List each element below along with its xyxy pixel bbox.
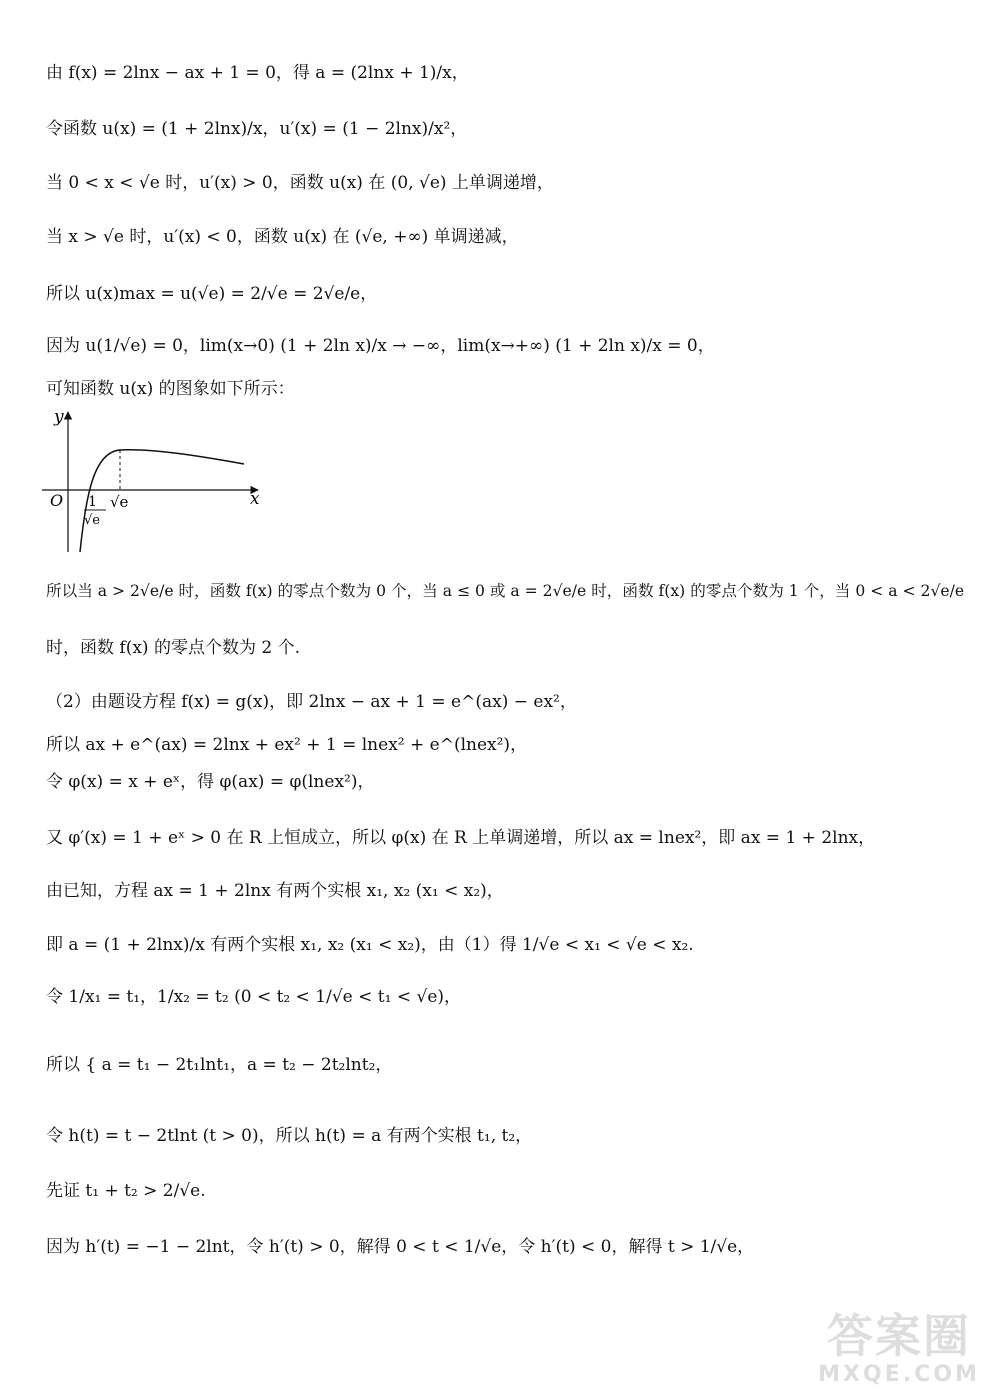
text-line-14: 由已知，方程 ax = 1 + 2lnx 有两个实根 x₁, x₂ (x₁ < x₂)， (46, 881, 504, 901)
text-line-3: 当 0 < x < √e 时，u′(x) > 0，函数 u(x) 在 (0, √e) 上单调递增， (46, 173, 554, 193)
text-line-15: 即 a = (1 + 2lnx)/x 有两个实根 x₁, x₂ (x₁ < x₂)，由（1）得 1/√e < x₁ < √e < x₂. (46, 935, 694, 955)
text-line-5: 所以 u(x)max = u(√e) = 2/√e = 2√e/e， (46, 284, 378, 304)
u-curve (80, 450, 244, 552)
text-line-18: 令 h(t) = t − 2tlnt (t > 0)，所以 h(t) = a 有两个实根 t₁, t₂， (46, 1126, 533, 1146)
text-line-20: 因为 h′(t) = −1 − 2lnt，令 h′(t) > 0，解得 0 < t < 1/√e，令 h′(t) < 0，解得 t > 1/√e， (46, 1237, 755, 1257)
text-line-1: 由 f(x) = 2lnx − ax + 1 = 0，得 a = (2lnx + 1)/x， (46, 63, 469, 83)
text-line-4: 当 x > √e 时，u′(x) < 0，函数 u(x) 在 (√e, +∞) 单调递减， (46, 227, 519, 247)
text-line-19: 先证 t₁ + t₂ > 2/√e. (46, 1181, 206, 1201)
text-line-12: 令 φ(x) = x + eˣ，得 φ(ax) = φ(lnex²)， (46, 772, 375, 792)
tick-1-numerator: 1 (88, 494, 97, 510)
text-line-6: 因为 u(1/√e) = 0，lim(x→0) (1 + 2ln x)/x → −∞，lim(x→+∞) (1 + 2ln x)/x = 0， (46, 336, 715, 356)
x-axis-label: x (250, 489, 260, 509)
tick-1-denominator: √e (84, 513, 100, 528)
watermark-logo-text: 答案圈 (827, 1309, 971, 1363)
watermark (804, 1310, 994, 1390)
watermark-url: MXQE.COM (818, 1362, 980, 1387)
text-line-9: 时，函数 f(x) 的零点个数为 2 个. (46, 638, 300, 658)
text-line-13: 又 φ′(x) = 1 + eˣ > 0 在 R 上恒成立，所以 φ(x) 在 R 上单调递增，所以 ax = lnex²，即 ax = 1 + 2lnx， (46, 828, 876, 848)
tick-2-label: √e (110, 493, 129, 511)
u-function-graph (40, 404, 280, 556)
y-axis-label: y (54, 407, 64, 427)
text-line-2: 令函数 u(x) = (1 + 2lnx)/x，u′(x) = (1 − 2lnx)/x²， (46, 119, 468, 139)
text-line-16: 令 1/x₁ = t₁，1/x₂ = t₂ (0 < t₂ < 1/√e < t₁ < √e)， (46, 987, 462, 1007)
origin-label: O (50, 491, 64, 510)
text-line-7: 可知函数 u(x) 的图象如下所示： (46, 379, 295, 399)
text-line-8: 所以当 a > 2√e/e 时，函数 f(x) 的零点个数为 0 个，当 a ≤ 0 或 a = 2√e/e 时，函数 f(x) 的零点个数为 1 个，当 0 < a < 2√e/e (46, 582, 965, 600)
text-line-11: 所以 ax + e^(ax) = 2lnx + ex² + 1 = lnex² + e^(lnex²)， (46, 735, 528, 755)
text-line-10: （2）由题设方程 f(x) = g(x)，即 2lnx − ax + 1 = e^(ax) − ex²， (46, 692, 577, 712)
text-line-17: 所以 { a = t₁ − 2t₁lnt₁，a = t₂ − 2t₂lnt₂， (46, 1055, 393, 1075)
